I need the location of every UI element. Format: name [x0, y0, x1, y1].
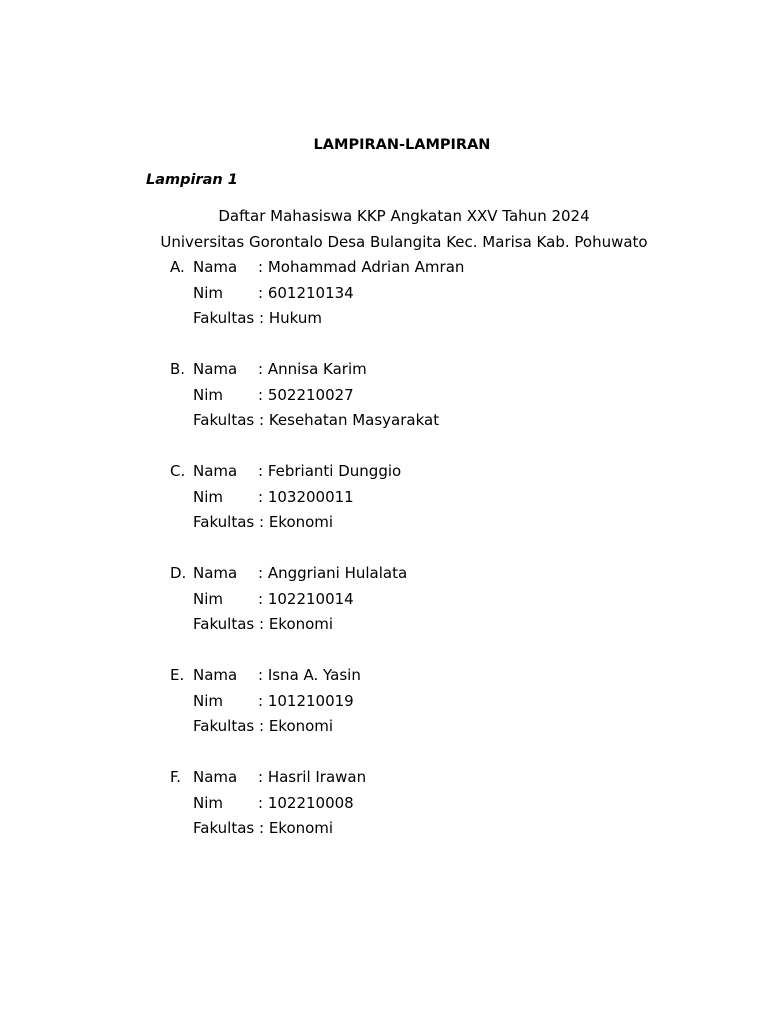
nim-value: : 502210027	[258, 386, 354, 404]
nama-label: Nama	[193, 258, 238, 276]
student-entry	[0, 462, 768, 564]
list-heading: Daftar Mahasiswa KKP Angkatan XXV Tahun 2024	[218, 207, 590, 225]
nim-label: Nim	[193, 692, 223, 710]
nim-label: Nim	[193, 284, 223, 302]
student-entry	[0, 666, 768, 768]
nama-value: : Febrianti Dunggio	[258, 462, 402, 480]
nama-label: Nama	[193, 462, 238, 480]
nim-value: : 102210008	[258, 794, 354, 812]
student-entry	[0, 564, 768, 666]
nama-value: : Hasril Irawan	[258, 768, 367, 786]
section-label: Lampiran 1	[146, 172, 238, 188]
nim-label: Nim	[193, 590, 223, 608]
student-entry	[0, 768, 768, 870]
fakultas-line: Fakultas : Ekonomi	[193, 717, 334, 735]
student-entry	[0, 360, 768, 462]
entry-letter: F.	[170, 768, 181, 786]
entry-letter: B.	[170, 360, 186, 378]
student-entry	[0, 258, 768, 360]
nama-label: Nama	[193, 768, 238, 786]
fakultas-line: Fakultas : Kesehatan Masyarakat	[193, 411, 440, 429]
nim-label: Nim	[193, 386, 223, 404]
nim-label: Nim	[193, 794, 223, 812]
nama-value: : Isna A. Yasin	[258, 666, 361, 684]
entry-letter: D.	[170, 564, 187, 582]
nim-value: : 103200011	[258, 488, 354, 506]
nim-label: Nim	[193, 488, 223, 506]
nim-value: : 101210019	[258, 692, 354, 710]
nama-label: Nama	[193, 666, 238, 684]
nama-value: : Annisa Karim	[258, 360, 367, 378]
entry-letter: C.	[170, 462, 186, 480]
nama-label: Nama	[193, 564, 238, 582]
nama-value: : Mohammad Adrian Amran	[258, 258, 465, 276]
list-subheading: Universitas Gorontalo Desa Bulangita Kec. Marisa Kab. Pohuwato	[160, 233, 648, 251]
nama-value: : Anggriani Hulalata	[258, 564, 408, 582]
entry-letter: A.	[170, 258, 185, 276]
fakultas-line: Fakultas : Ekonomi	[193, 819, 334, 837]
fakultas-line: Fakultas : Hukum	[193, 309, 322, 327]
document-title: LAMPIRAN-LAMPIRAN	[313, 137, 491, 153]
student-list	[0, 258, 768, 870]
fakultas-line: Fakultas : Ekonomi	[193, 615, 334, 633]
fakultas-line: Fakultas : Ekonomi	[193, 513, 334, 531]
nim-value: : 102210014	[258, 590, 354, 608]
nim-value: : 601210134	[258, 284, 354, 302]
entry-letter: E.	[170, 666, 185, 684]
nama-label: Nama	[193, 360, 238, 378]
